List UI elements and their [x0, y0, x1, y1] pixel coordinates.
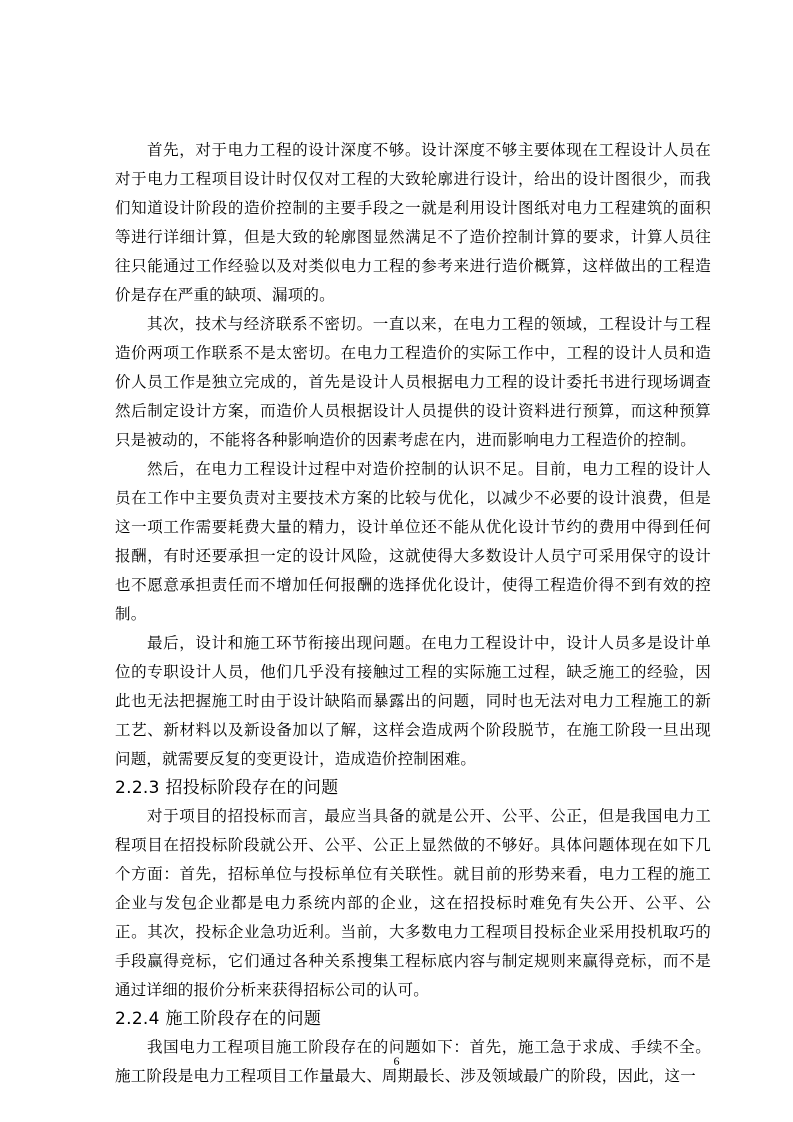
paragraph-cost-awareness: 然后，在电力工程设计过程中对造价控制的认识不足。目前，电力工程的设计人员在工作中主要负责对主要技术方案的比较与优化，以减少不必要的设计浪费，但是这一项工作需要耗费大量的精力，设计单位还不能从优化设计节约的费用中得到任何报酬，有时还要承担一定的设计风险，这就使得大多数设计人员宁可采用保守的设计也不愿意承担责任而不增加任何报酬的选择优化设计，使得工程造价得不到有效的控制。 — [115, 460, 711, 623]
paragraph-bidding-problems: 对于项目的招投标而言，最应当具备的就是公开、公平、公正，但是我国电力工程项目在招投标阶段就公开、公平、公正上显然做的不够好。具体问题体现在如下几个方面：首先，招标单位与投标单位有关联性。就目前的形势来看，电力工程的施工企业与发包企业都是电力系统内部的企业，这在招投标时难免有失公开、公平、公正。其次，投标企业急功近利。当前，大多数电力工程项目投标企业采用投机取巧的手段赢得竞标，它们通过各种关系搜集工程标底内容与制定规则来赢得竞标，而不是通过详细的报价分析来获得招标公司的认可。 — [115, 807, 711, 999]
paragraph-tech-economy: 其次，技术与经济联系不密切。一直以来，在电力工程的领域，工程设计与工程造价两项工作联系不是太密切。在电力工程造价的实际工作中，工程的设计人员和造价人员工作是独立完成的，首先是设计人员根据电力工程的设计委托书进行现场调查然后制定设计方案，而造价人员根据设计人员提供的设计资料进行预算，而这种预算只是被动的，不能将各种影响造价的因素考虑在内，进而影响电力工程造价的控制。 — [115, 315, 711, 449]
paragraph-design-depth: 首先，对于电力工程的设计深度不够。设计深度不够主要体现在工程设计人员在对于电力工程项目设计时仅仅对工程的大致轮廓进行设计，给出的设计图很少，而我们知道设计阶段的造价控制的主要手段之一就是利用设计图纸对电力工程建筑的面积等进行详细计算，但是大致的轮廓图显然满足不了造价控制计算的要求，计算人员往往只能通过工作经验以及对类似电力工程的参考来进行造价概算，这样做出的工程造价是存在严重的缺项、漏项的。 — [115, 141, 711, 304]
paragraph-design-construction-link: 最后，设计和施工环节衔接出现问题。在电力工程设计中，设计人员多是设计单位的专职设计人员，他们几乎没有接触过工程的实际施工过程，缺乏施工的经验，因此也无法把握施工时由于设计缺陷而暴露出的问题，同时也无法对电力工程施工的新工艺、新材料以及新设备加以了解，这样会造成两个阶段脱节，在施工阶段一旦出现问题，就需要反复的变更设计，造成造价控制困难。 — [115, 634, 711, 768]
page-number: 6 — [393, 1054, 400, 1068]
document-body — [115, 136, 711, 1091]
paragraph-construction-problems: 我国电力工程项目施工阶段存在的问题如下：首先，施工急于求成、手续不全。施工阶段是电力工程项目工作量最大、周期最长、涉及领域最广的阶段，因此，这一 — [115, 1038, 711, 1085]
section-heading-2-2-3: 2.2.3 招投标阶段存在的问题 — [115, 778, 339, 798]
section-heading-2-2-4: 2.2.4 施工阶段存在的问题 — [115, 1009, 322, 1029]
